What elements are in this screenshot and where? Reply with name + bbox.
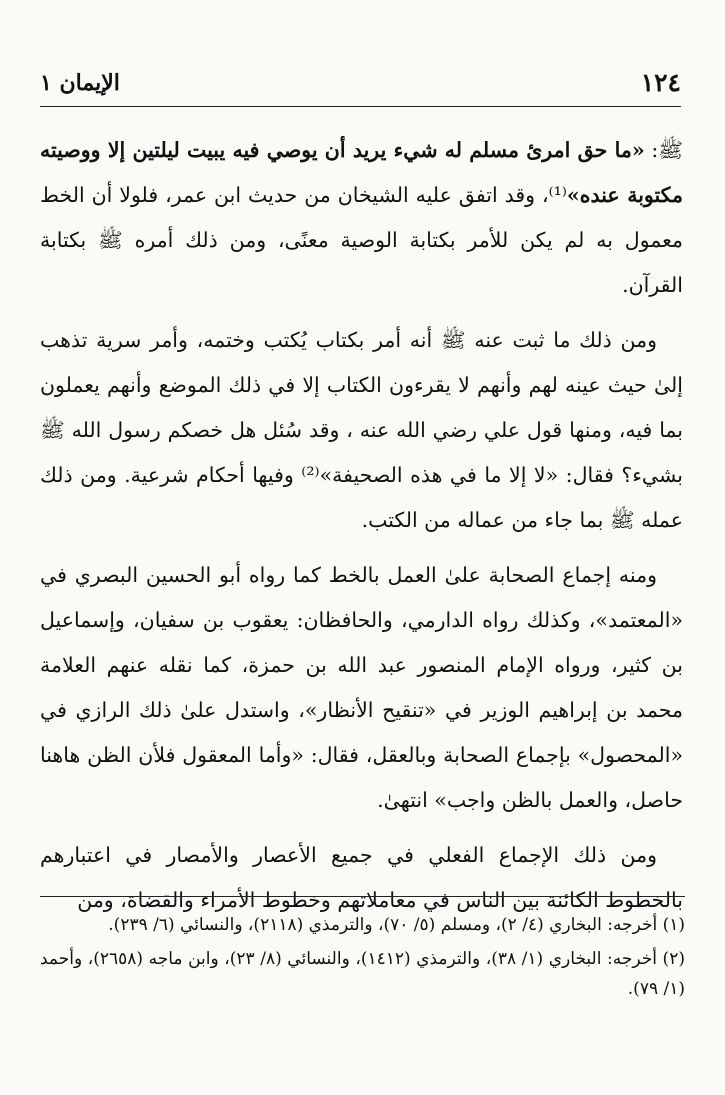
hadith-quote: «ما حق امرئ مسلم له شيء يريد أن يوصي فيه يبيت ليلتين إلا ووصيته مكتوبة عنده» [40,138,683,207]
paragraph-3: ومنه إجماع الصحابة علىٰ العمل بالخط كما رواه أبو الحسين البصري في «المعتمد»، وكذلك رواه الدارمي، والحافظان: يعقوب بن سفيان، وإسماعيل بن كثير، ورواه الإمام المنصور عبد الله بن حمزة، كما نقله عنهم العلامة محمد بن إبراهيم الوزير في «تنقيح الأنظار»، واستدل علىٰ ذلك الرازي في «المحصول» بإجماع الصحابة وبالعقل، فقال: «وأما المعقول فلأن الظن هاهنا حاصل، والعمل بالظن واجب» انتهىٰ. [40,563,683,812]
footnote-1: (١) أخرجه: البخاري (٤/ ٢)، ومسلم (٥/ ٧٠)، والترمذي (٢١١٨)، والنسائي (٦/ ٢٣٩). [108,915,685,935]
footnote-2: (٢) أخرجه: البخاري (١/ ٣٨)، والترمذي (١٤١٢)، والنسائي (٨/ ٢٣)، وابن ماجه (٢٦٥٨)، وأحمد (١/ ٧٩). [40,949,685,999]
page-header [40,66,681,107]
page-number: ١٢٤ [640,68,681,97]
footnote-separator [40,896,685,897]
running-title: الإيمان ١ [40,70,120,96]
salawat-lead: ﷺ: [644,138,684,162]
footnotes [40,910,685,1008]
paragraph-2: ومن ذلك ما ثبت عنه ﷺ أنه أمر بكتاب يُكتب وختمه، وأمر سرية تذهب إلىٰ حيث عينه لهم وأنهم لا يقرءون الكتاب إلا في ذلك الموضع وأنهم يعملون بما فيه، ومنها قول علي رضي الله عنه ، وقد سُئل هل خصكم رسول الله ﷺ بشيء؟ فقال: «لا إلا ما في هذه الصحيفة»⁽²⁾ وفيها أحكام شرعية. ومن ذلك عمله ﷺ بما جاء من عماله من الكتب. [40,328,683,532]
paragraph-4: ومن ذلك الإجماع الفعلي في جميع الأعصار والأمصار في اعتبارهم بالخطوط الكائنة بين الناس في معاملاتهم وخطوط الأمراء والقضاة، ومن [40,843,683,912]
paragraph-1-rest: ⁽¹⁾، وقد اتفق عليه الشيخان من حديث ابن عمر، فلولا أن الخط معمول به لم يكن للأمر بكتابة الوصية معنًى، ومن ذلك أمره ﷺ بكتابة القرآن. [40,183,683,297]
paragraph-1 [40,128,683,308]
main-text [40,128,683,933]
